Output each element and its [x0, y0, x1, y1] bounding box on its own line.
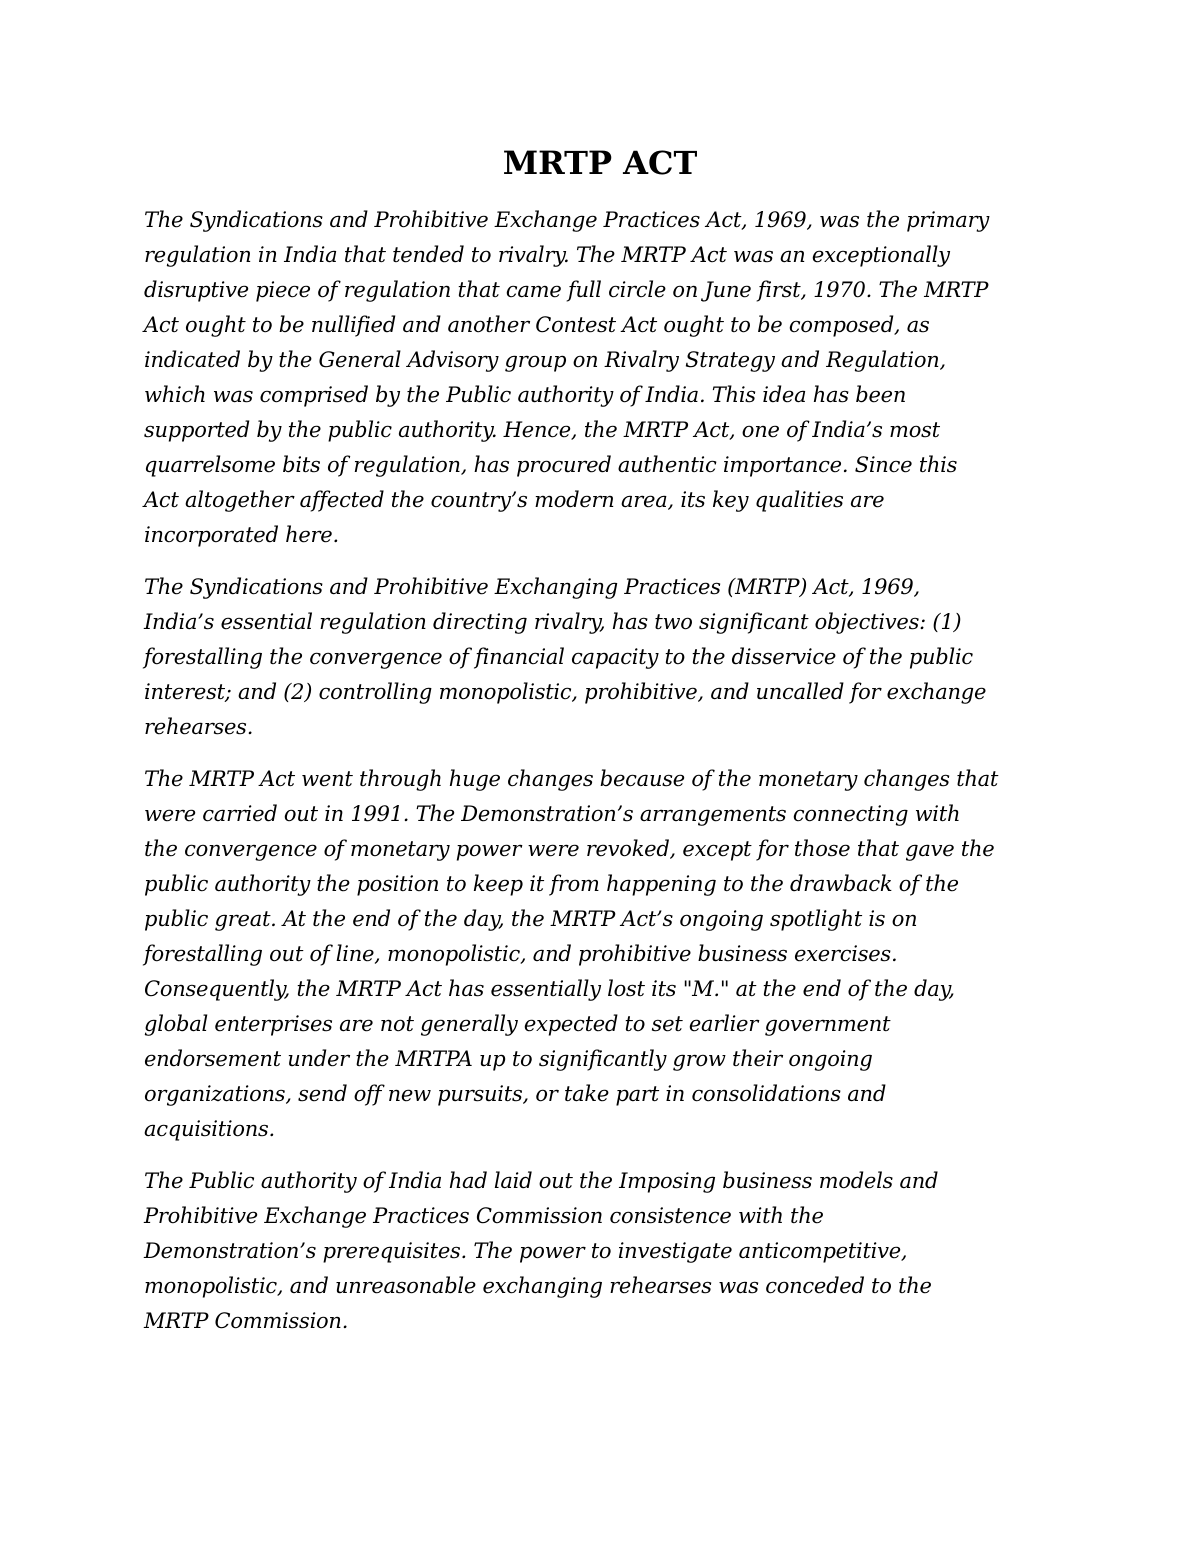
document-body	[144, 203, 1066, 1356]
paragraph: The Public authority of India had laid out the Imposing business models and Prohibitive Exchange Practices Commission consistence with the Demonstration’s prerequisites. The power to investigate anticompetitive, monopolistic, and unreasonable exchanging rehearses was conceded to the MRTP Commission.	[144, 1169, 939, 1333]
paragraph: The MRTP Act went through huge changes because of the monetary changes that were carried out in 1991. The Demonstration’s arrangements connecting with the convergence of monetary power were revoked, except for those that gave the public authority the position to keep it from happening to the drawback of the public great. At the end of the day, the MRTP Act’s ongoing spotlight is on forestalling out of line, monopolistic, and prohibitive business exercises. Consequently, the MRTP Act has essentially lost its "M." at the end of the day, global enterprises are not generally expected to set earlier government endorsement under the MRTPA up to significantly grow their ongoing organizations, send off new pursuits, or take part in consolidations and acquisitions.	[144, 767, 999, 1141]
paragraph: The Syndications and Prohibitive Exchange Practices Act, 1969, was the primary regulation in India that tended to rivalry. The MRTP Act was an exceptionally disruptive piece of regulation that came full circle on June first, 1970. The MRTP Act ought to be nullified and another Contest Act ought to be composed, as indicated by the General Advisory group on Rivalry Strategy and Regulation, which was comprised by the Public authority of India. This idea has been supported by the public authority. Hence, the MRTP Act, one of India’s most quarrelsome bits of regulation, has procured authentic importance. Since this Act altogether affected the country’s modern area, its key qualities are incorporated here.	[144, 208, 989, 547]
document-title: MRTP ACT	[502, 144, 698, 182]
paragraph: The Syndications and Prohibitive Exchanging Practices (MRTP) Act, 1969, India’s essential regulation directing rivalry, has two significant objectives: (1) forestalling the convergence of financial capacity to the disservice of the public interest; and (2) controlling monopolistic, prohibitive, and uncalled for exchange rehearses.	[144, 575, 987, 739]
